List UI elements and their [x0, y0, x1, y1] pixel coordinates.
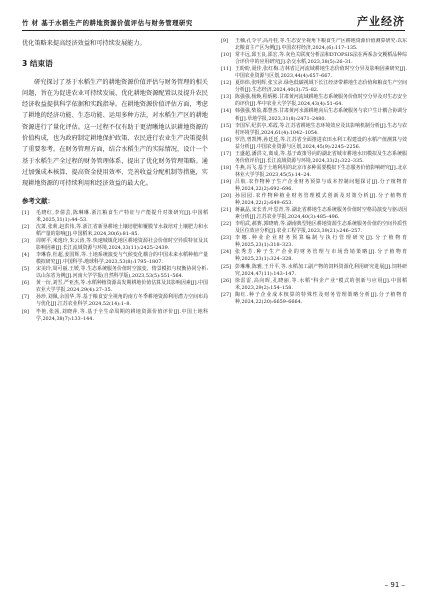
reference-text: 黄一衍,刘雪,严亚杰,等.水稻种植资源高发期耕地价值估算及其影响因素[J].中国农业大学学报,2024,29(4):27–35. [36, 280, 208, 294]
reference-item [22, 266, 208, 280]
reference-text: 孙园园.农作物种植业财务管理模式创新及对策分析[J].分子植物育种,2024,22(2):649–653. [235, 193, 407, 207]
reference-item [22, 252, 208, 266]
reference-number: [12] [221, 80, 232, 87]
reference-number: [4] [22, 252, 29, 259]
reference-number: [19] [221, 178, 232, 185]
reference-item [221, 137, 407, 151]
reference-text: 李娜.种业企业财务预算编制与执行管理研究[J].分子植物育种,2025,23(1):318–323. [235, 235, 407, 249]
reference-text: 蒋赢晶,宋长青,叶思青,等.湖北省耕地生态系统服务价值时空格局演变与驱动因素分析[J].江苏农业学报,2024,40(3):485–496. [235, 207, 407, 221]
reference-number: [27] [221, 291, 232, 298]
reference-item [221, 249, 407, 263]
reference-text: 牛燕,冯飞.基于土地利用的北京市多种需要模拟下生态服务价值影响研究[J].北京林业大学学报,2023,45(5):14–24. [235, 164, 407, 178]
reference-text: 毛晓红,李倩芸,陈琳琳.浙江粮食生产特征与产能提升对策研究[J].中国稻米,2025,31(1):44–53. [36, 209, 208, 223]
reference-text: 沈萧,张莉,赵洪伟,等.浙江省新垦耕地土壤培肥和覆膜节水栽培对土壤肥力和水稻产量的影响[J].中国稻米,2024,30(6):81–85. [36, 223, 208, 237]
conclusion-paragraph: 研究探讨了基于水稻生产的耕地资源价值评估与财务管理的相关问题，旨在为促进农业可持续发展、优化耕地资源配置以及提升农民经济收益提供科学依据和实践指导。在耕地资源价值评估方面，考虑了耕地的经济功能、生态功能、运用多种方法，对水稻生产区的耕地资源进行了量化评估。这一过程不仅有助于更清晰地认识耕地资源的价值构成，也为政府制定耕地保护政策、农民进行农业生产决策提供了重要参考。在财务管理方面，结合水稻生产的实际情况，设计一个基于水稻生产全过程的财务管理体系，提出了优化财务管理策略。通过加强成本核算、提高资金使用效率、完善收益分配机制等措施，实现耕地资源的可持续利用和经济效益的最大化。 [22, 78, 208, 188]
reference-list-left [22, 210, 208, 323]
reference-text: 李绍武,郝赛,郭晓晴,等.湖南典型地区耕地资源生态系统服务价值的空间异质性及区位效应分析[J].农业工程学报,2023,39(21):246–257. [235, 221, 407, 235]
reference-item [221, 38, 407, 52]
reference-item [22, 224, 208, 238]
page-number: – 91 – [384, 581, 405, 589]
reference-item [22, 280, 208, 294]
reference-number: [25] [221, 263, 232, 270]
reference-text: 彭琳琳,陈雅,王升平,等.水稻加工副产物的饲料资源化利用研究进展[J].饲料研究,2024,47(11):143–147. [235, 263, 407, 277]
reference-text: 王楠,孔令宇,高丹桂,等.生态安全视角下粮食生产区耕地资源价值测算研究:以东北粮食主产区为例[J].中国农村经济,2024,(6):117–135. [235, 38, 407, 52]
reference-text: 李琳春,杜超,姜国辉,等.土地系统演变与气候变化耦合的中国未来水稻种植产量模拟研究[J].中国科学:地球科学,2023,53(8):1795–1807. [36, 252, 208, 266]
reference-text: 常丰远,邱玉良,邵宏,等.灰色关联度分析法和DTOPSIS法在两系杂交粳稻品种综合评价中的应用研究[J].杂交水稻,2023,38(5):26–31. [235, 52, 407, 66]
reference-text: 徐雷雷,高向晖,孔晓丽,等.水稻"科企产业"模式的创新与应用[J].中国稻米,2023,29(2):154–158. [235, 277, 407, 291]
reference-text: 王盛超,潘洪文,离成,等.基于政策导向的湖北省城市耕地水田模拟及生态系统服务价值评价[J].长江流域资源与环境,2024,33(2):322–335. [235, 150, 407, 164]
reference-item [221, 207, 407, 221]
reference-number: [15] [221, 122, 232, 129]
reference-item [221, 278, 407, 292]
references-heading: 参考文献： [22, 196, 54, 205]
reference-number: [6] [22, 280, 29, 287]
reference-item [221, 94, 407, 108]
reference-number: [9] [221, 38, 228, 44]
reference-text: 陈强强,杨焕,程炳彬.甘肃黄河流域耕地生态系统服务价值时空分异及对生态安全的评价[J].华中农业大学学报,2024,43(4):51–64. [235, 94, 407, 108]
reference-number: [26] [221, 277, 232, 284]
reference-item [22, 238, 208, 252]
reference-number: [21] [221, 207, 232, 214]
reference-item [221, 123, 407, 137]
reference-number: [14] [221, 108, 232, 115]
reference-number: [24] [221, 249, 232, 256]
right-column [221, 38, 407, 306]
reference-text: 吕航.农作物种子生产企业财务预算与成本控制问题探讨[J].分子植物育种,2024,22(2):692–696. [235, 178, 407, 192]
reference-text: 罗浩,曾凯博,孙廷廷,等.江苏省全面推进农田水利工程建设的水稻产值测算与效益分析[J].中国农业资源与区划,2024,45(9):2245–2256. [235, 136, 407, 150]
reference-number: [10] [221, 52, 232, 59]
reference-text: 周树平,米逸玲,朱云涛,等.快速城镇化地区耕地资源社会价值时空异质特征及其影响因素[J].长江流域资源与环境,2024,33(11):2425–2439. [36, 238, 208, 252]
reference-number: [22] [221, 221, 232, 228]
reference-item [221, 151, 407, 165]
reference-number: [7] [22, 294, 29, 301]
reference-number: [11] [221, 66, 232, 73]
left-column [22, 38, 208, 323]
reference-number: [2] [22, 223, 29, 230]
reference-item [221, 66, 407, 80]
reference-number: [3] [22, 238, 29, 245]
reference-text: 夏炜炜,张明辉,张宝录.绿色低碳视域下长江经济带耕地生态价值和粮食生产空间分析[J].生态经济,2024,40(3):75–82. [235, 80, 407, 94]
reference-text: 毕艳,张茜,刘晓萍,等.基于全生命周期的耕地资源价值评价[J].中国土地科学,2024,38(7):133–144. [36, 308, 208, 322]
reference-text: 韩强强,柴盈,都慧杰.甘肃黄河水源耕地向后生态系统服务与农户生计耦合协调分析[J].草地学报,2023,31(8):2471–2480. [235, 108, 407, 122]
intro-text: 优化策略来提高经济效益和可持续发展能力。 [22, 40, 146, 47]
reference-number: [17] [221, 150, 232, 157]
reference-text: 李国军,纪洪亭,邓霞,等.江苏省耕地生态环境效应及其影响机制分析[J].生态与农村环境学报,2024,61(4):1042–1054. [235, 122, 407, 136]
section-title: 3 结束语 [22, 59, 53, 69]
reference-number: [1] [22, 209, 29, 216]
reference-text: 陶红.种子企业成本核算的特殊性及财务管理策略分析[J].分子植物育种,2024,22(20):6659–6664. [235, 291, 407, 305]
reference-item [22, 294, 208, 308]
reference-number: [8] [22, 308, 29, 315]
reference-text: 张秀芳.种子生产企业的财务管理与市场营销策略[J].分子植物育种,2025,23(1):324–328. [235, 249, 407, 263]
reference-number: [5] [22, 266, 29, 273]
reference-item [221, 235, 407, 249]
reference-item [221, 264, 407, 278]
reference-text: 孙珍,刘佩,余国华,等.基于粮食安全视角的南方冬季耕地资源利用潜力空间布局与优化[J].江苏农业科学,2024,52(14):1–8. [36, 294, 208, 308]
header-article-title: 竹 材 基于水稻生产的耕地资源价值评估与财务管理研究 [22, 19, 193, 27]
reference-number: [16] [221, 136, 232, 143]
reference-item [221, 221, 407, 235]
running-header [22, 10, 405, 31]
reference-number: [18] [221, 164, 232, 171]
reference-number: [23] [221, 235, 232, 242]
reference-list-right [221, 38, 407, 306]
reference-item [22, 309, 208, 323]
reference-item [221, 179, 407, 193]
reference-number: [20] [221, 193, 232, 200]
reference-item [221, 80, 407, 94]
reference-item [221, 52, 407, 66]
header-section-name: 产业经济 [357, 15, 405, 28]
reference-number: [13] [221, 94, 232, 101]
reference-item [221, 193, 407, 207]
reference-item [22, 210, 208, 224]
reference-text: 王盼盼,聂佳,张红梅.吉林省辽河流域耕地生态价值时空分异及影响因素研究[J].中国农业资源与区划,2023,44(4):657–667. [235, 66, 407, 80]
reference-item [221, 292, 407, 306]
reference-item [221, 108, 407, 122]
reference-item [221, 165, 407, 179]
reference-text: 宋美玲,周可丽,王媛,等.生态系统服务价值时空演变、情景模拟与权衡协同分析:以山东省为例[J].河南大学学报(自然科学版),2023,53(5):551–564. [36, 266, 208, 280]
